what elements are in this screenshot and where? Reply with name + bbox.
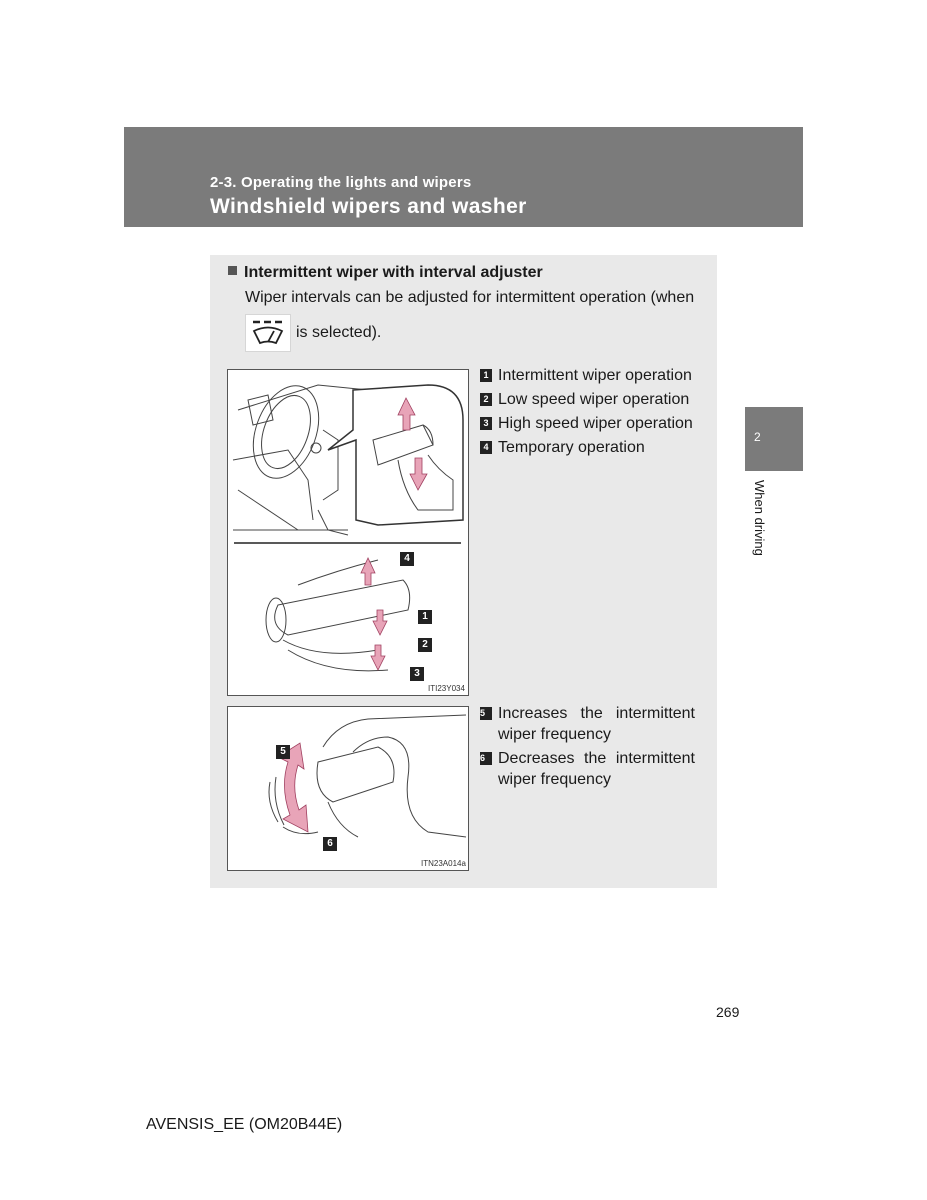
legend-item: [480, 365, 693, 386]
number-badge: 2: [480, 393, 492, 406]
page-number: 269: [716, 1004, 740, 1020]
intro-text-line2: is selected).: [296, 324, 382, 341]
figure-label-6: 6: [323, 837, 337, 851]
number-badge: 5: [480, 707, 492, 720]
subheading: [228, 264, 543, 282]
figure-interval-adjuster: [227, 706, 469, 871]
number-badge: 6: [480, 752, 492, 765]
legend-text: Intermittent wiper operation: [498, 367, 692, 384]
legend-figure2: [480, 703, 695, 793]
intro-text-line1: Wiper intervals can be adjusted for intermittent operation (when: [245, 289, 695, 306]
figure-label-1: 1: [418, 610, 432, 624]
figure-label-3: 3: [410, 667, 424, 681]
figure-label-4: 4: [400, 552, 414, 566]
legend-item: [480, 703, 695, 745]
number-badge: 1: [480, 369, 492, 382]
subheading-text: Intermittent wiper with interval adjuster: [244, 264, 543, 281]
legend-text: Low speed wiper operation: [498, 391, 690, 408]
legend-figure1: [480, 365, 693, 461]
legend-item: [480, 389, 693, 410]
figure-label-2: 2: [418, 638, 432, 652]
legend-text: Decreases the intermittent wiper frequency: [498, 750, 695, 788]
number-badge: 4: [480, 441, 492, 454]
bullet-square-icon: [228, 266, 237, 275]
chapter-header: [124, 127, 803, 227]
chapter-tab: [745, 407, 803, 471]
chapter-number: 2: [754, 430, 761, 444]
figure-code: ITN23A014a: [421, 859, 466, 868]
intermittent-wiper-icon: [245, 314, 291, 352]
figure-wiper-lever-operation: [227, 369, 469, 696]
figure-label-5: 5: [276, 745, 290, 759]
page-title: Windshield wipers and washer: [210, 195, 527, 218]
legend-text: Increases the intermittent wiper frequency: [498, 705, 695, 743]
section-title: 2-3. Operating the lights and wipers: [210, 174, 472, 191]
legend-item: [480, 413, 693, 434]
legend-item: [480, 748, 695, 790]
legend-item: [480, 437, 693, 458]
interval-adjuster-illustration: [228, 707, 468, 870]
number-badge: 3: [480, 417, 492, 430]
footer-model-code: AVENSIS_EE (OM20B44E): [146, 1116, 343, 1133]
wiper-lever-illustration: [228, 370, 468, 695]
legend-text: Temporary operation: [498, 439, 645, 456]
legend-text: High speed wiper operation: [498, 415, 693, 432]
figure-code: ITI23Y034: [428, 684, 465, 693]
chapter-label: When driving: [752, 480, 767, 556]
